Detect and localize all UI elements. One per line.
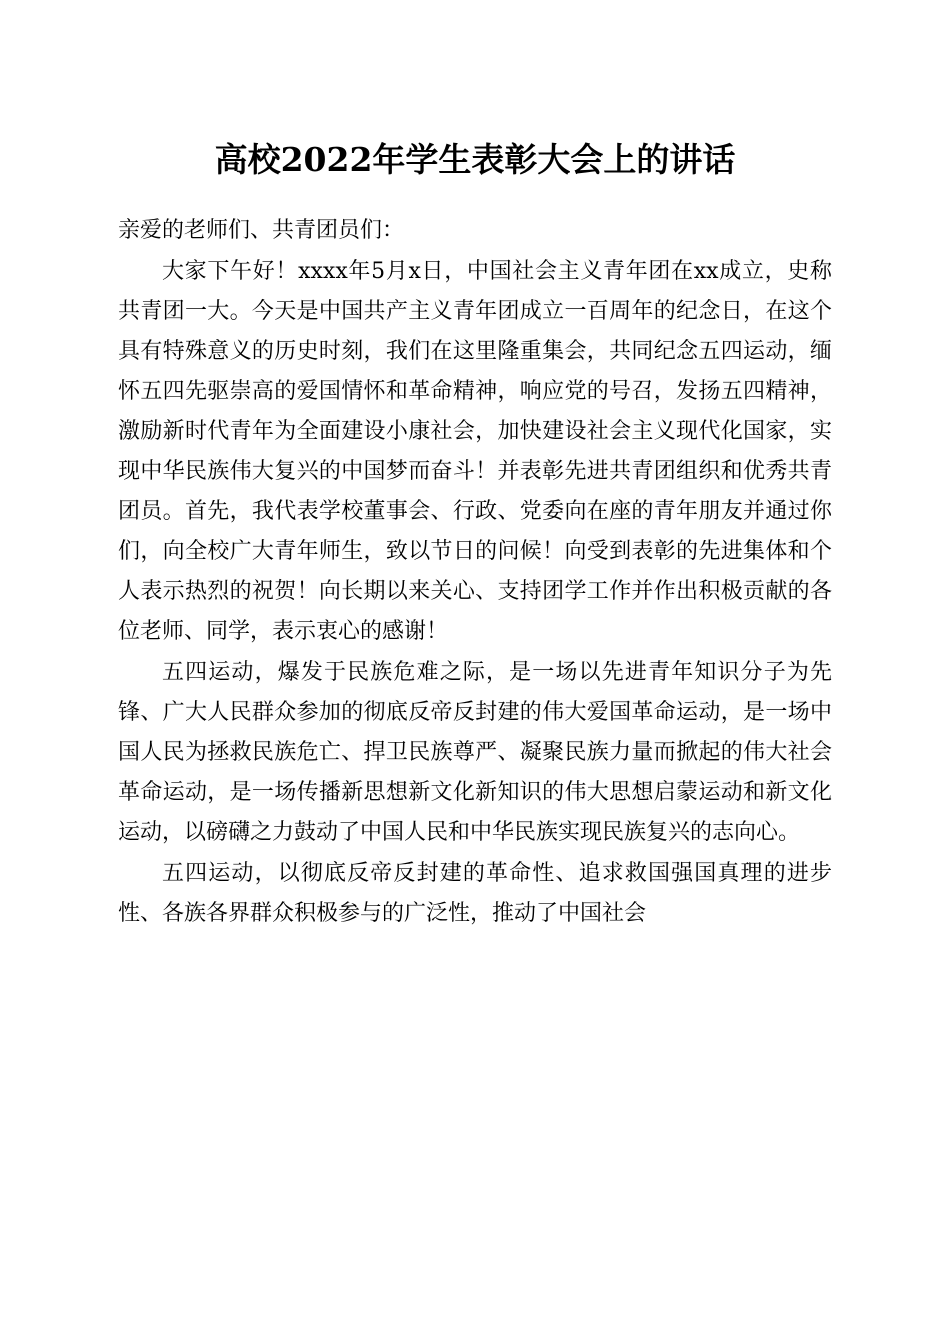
document-title: 高校2022年学生表彰大会上的讲话 [214,140,736,179]
paragraph-may-fourth-impact: 五四运动，以彻底反帝反封建的革命性、追求救国强国真理的进步性、各族各界群众积极参与的广泛性，推动了中国社会 [118,861,832,926]
paragraph-may-fourth-significance: 五四运动，爆发于民族危难之际，是一场以先进青年知识分子为先锋、广大人民群众参加的彻底反帝反封建的伟大爱国革命运动，是一场中国人民为拯救民族危亡、捍卫民族尊严、凝聚民族力量而掀起的伟大社会革命运动，是一场传播新思想新文化新知识的伟大思想启蒙运动和新文化运动，以磅礴之力鼓动了中国人民和中华民族实现民族复兴的志向心。 [118,660,832,845]
document-body [118,211,832,935]
salutation: 亲爱的老师们、共青团员们： [118,218,405,243]
paragraph-opening: 大家下午好！xxxx年5月x日，中国社会主义青年团在xx成立，史称共青团一大。今天是中国共产主义青年团成立一百周年的纪念日，在这个具有特殊意义的历史时刻，我们在这里隆重集会，共同纪念五四运动，缅怀五四先驱崇高的爱国情怀和革命精神，响应党的号召，发扬五四精神，激励新时代青年为全面建设小康社会，加快建设社会主义现代化国家，实现中华民族伟大复兴的中国梦而奋斗！并表彰先进共青团组织和优秀共青团员。首先，我代表学校董事会、行政、党委向在座的青年朋友并通过你们，向全校广大青年师生，致以节日的问候！向受到表彰的先进集体和个人表示热烈的祝贺！向长期以来关心、支持团学工作并作出积极贡献的各位老师、同学，表示衷心的感谢！ [118,259,832,644]
